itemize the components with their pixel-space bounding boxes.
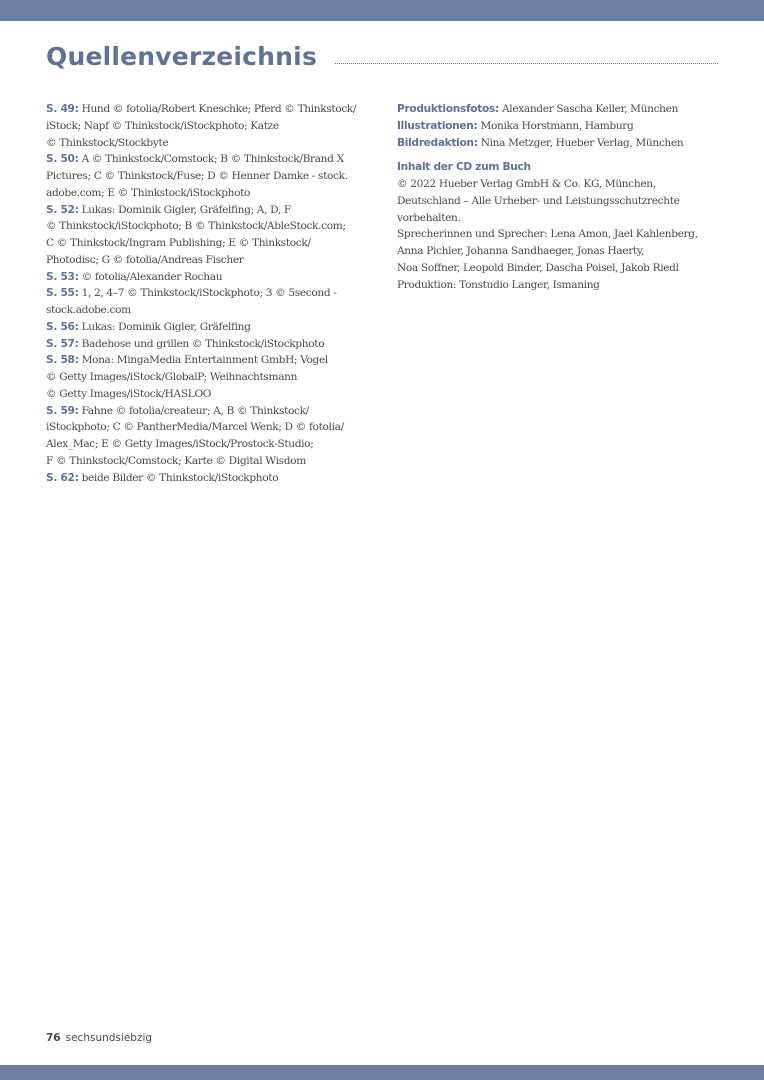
credit-text: stock.adobe.com — [46, 304, 131, 316]
credits-left-column — [46, 101, 376, 486]
credit-text: Alex_Mac; E © Getty Images/iStock/Prostock-Studio; — [46, 438, 314, 450]
cd-line: Deutschland – Alle Urheber- und Leistungsschutzrechte — [397, 194, 680, 207]
credit-line — [46, 386, 376, 403]
credit-text: Mona: MingaMedia Entertainment GmbH; Vogel — [81, 354, 328, 367]
role-label: Illustrationen: — [397, 119, 478, 132]
credit-text: © Getty Images/iStock/GlobalP; Weihnachtsmann — [46, 371, 298, 383]
role-label: Produktionsfotos: — [397, 103, 499, 115]
credit-line — [46, 185, 376, 202]
cd-line: vorbehalten. — [397, 211, 461, 224]
role-text: Monika Horstmann, Hamburg — [480, 119, 634, 132]
top-color-band — [0, 0, 764, 21]
credit-line — [46, 118, 376, 135]
credit-text: iStockphoto; C © PantherMedia/Marcel Wenk; D © fotolia/ — [46, 421, 344, 434]
credit-text: 1, 2, 4–7 © Thinkstock/iStockphoto; 3 © 5second - — [81, 287, 337, 300]
credit-page-ref: S. 58: — [46, 354, 79, 367]
credit-text: © Thinkstock/iStockphoto; B © Thinkstock/AbleStock.com; — [46, 220, 346, 233]
credit-line — [46, 235, 376, 252]
credit-page-ref: S. 49: — [46, 103, 79, 115]
credit-page-ref: S. 53: — [46, 270, 79, 283]
credit-line — [46, 168, 376, 185]
credit-text: A © Thinkstock/Comstock; B © Thinkstock/Brand X — [81, 153, 344, 166]
credit-page-ref: S. 56: — [46, 320, 79, 333]
credit-text: F © Thinkstock/Comstock; Karte © Digital Wisdom — [46, 454, 306, 467]
credit-line — [46, 403, 376, 420]
page-title: Quellenverzeichnis — [46, 42, 318, 71]
credit-text: Photodisc; G © fotolia/Andreas Fischer — [46, 253, 244, 266]
credit-line — [46, 269, 376, 286]
credit-text: © Getty Images/iStock/HASLOO — [46, 387, 212, 400]
credit-text: Badehose und grillen © Thinkstock/iStockphoto — [81, 337, 325, 350]
credit-line — [46, 436, 376, 453]
credit-line — [46, 202, 376, 219]
credit-line — [46, 302, 376, 319]
title-dotted-leader — [335, 63, 718, 64]
role-credit-line — [397, 118, 727, 135]
cd-line: © 2022 Hueber Verlag GmbH & Co. KG, München, — [397, 178, 656, 190]
credit-page-ref: S. 59: — [46, 404, 79, 417]
credits-right-column — [397, 101, 727, 293]
role-credit-line — [397, 135, 727, 152]
role-label: Bildredaktion: — [397, 136, 478, 149]
title-row — [46, 36, 718, 72]
credit-text: iStock; Napf © Thinkstock/iStockphoto; Katze — [46, 119, 279, 132]
credit-text: © fotolia/Alexander Rochau — [81, 270, 223, 283]
credit-text: adobe.com; E © Thinkstock/iStockphoto — [46, 186, 251, 199]
credit-text: Lukas: Dominik Gigler, Gräfelfing — [81, 320, 251, 333]
credit-line — [46, 218, 376, 235]
credit-line — [46, 369, 376, 386]
credit-text: beide Bilder © Thinkstock/iStockphoto — [81, 471, 279, 484]
credit-line — [46, 135, 376, 152]
credit-line — [46, 252, 376, 269]
cd-line: Produktion: Tonstudio Langer, Ismaning — [397, 278, 600, 291]
credit-text: Fahne © fotolia/createur; A, B © Thinkstock/ — [81, 404, 309, 417]
credit-line — [46, 151, 376, 168]
credit-line — [46, 352, 376, 369]
credit-line — [46, 470, 376, 487]
credit-page-ref: S. 57: — [46, 337, 79, 350]
credit-text: © Thinkstock/Stockbyte — [46, 136, 169, 149]
credit-page-ref: S. 52: — [46, 203, 79, 216]
credit-line — [46, 285, 376, 302]
cd-content-heading: Inhalt der CD zum Buch — [397, 161, 531, 174]
cd-line: Noa Soffner, Leopold Binder, Dascha Poisel, Jakob Riedl — [397, 261, 679, 274]
page-footer — [46, 1032, 152, 1044]
credit-line — [46, 101, 376, 118]
bottom-color-band — [0, 1065, 764, 1080]
role-text: Alexander Sascha Keller, München — [501, 103, 679, 115]
cd-line: Sprecherinnen und Sprecher: Lena Amon, Jael Kahlenberg, — [397, 228, 698, 241]
credit-page-ref: S. 50: — [46, 153, 79, 166]
credit-text: Hund © fotolia/Robert Kneschke; Pferd © Thinkstock/ — [81, 103, 357, 115]
credit-page-ref: S. 62: — [46, 471, 79, 484]
credit-text: Pictures; C © Thinkstock/Fuse; D © Henner Damke - stock. — [46, 170, 348, 182]
role-text: Nina Metzger, Hueber Verlag, München — [480, 136, 684, 149]
credit-line — [46, 419, 376, 436]
credit-text: C © Thinkstock/Ingram Publishing; E © Thinkstock/ — [46, 237, 311, 249]
page-number-word: sechsundsiebzig — [65, 1032, 153, 1044]
cd-line: Anna Pichler, Johanna Sandhaeger, Jonas Haerty, — [397, 245, 645, 257]
credit-line — [46, 453, 376, 470]
role-credit-line — [397, 101, 727, 118]
credit-line — [46, 336, 376, 353]
page-number: 76 — [46, 1032, 61, 1044]
credit-page-ref: S. 55: — [46, 287, 79, 300]
credit-line — [46, 319, 376, 336]
credit-text: Lukas: Dominik Gigler, Gräfelfing; A, D, F — [81, 203, 291, 216]
